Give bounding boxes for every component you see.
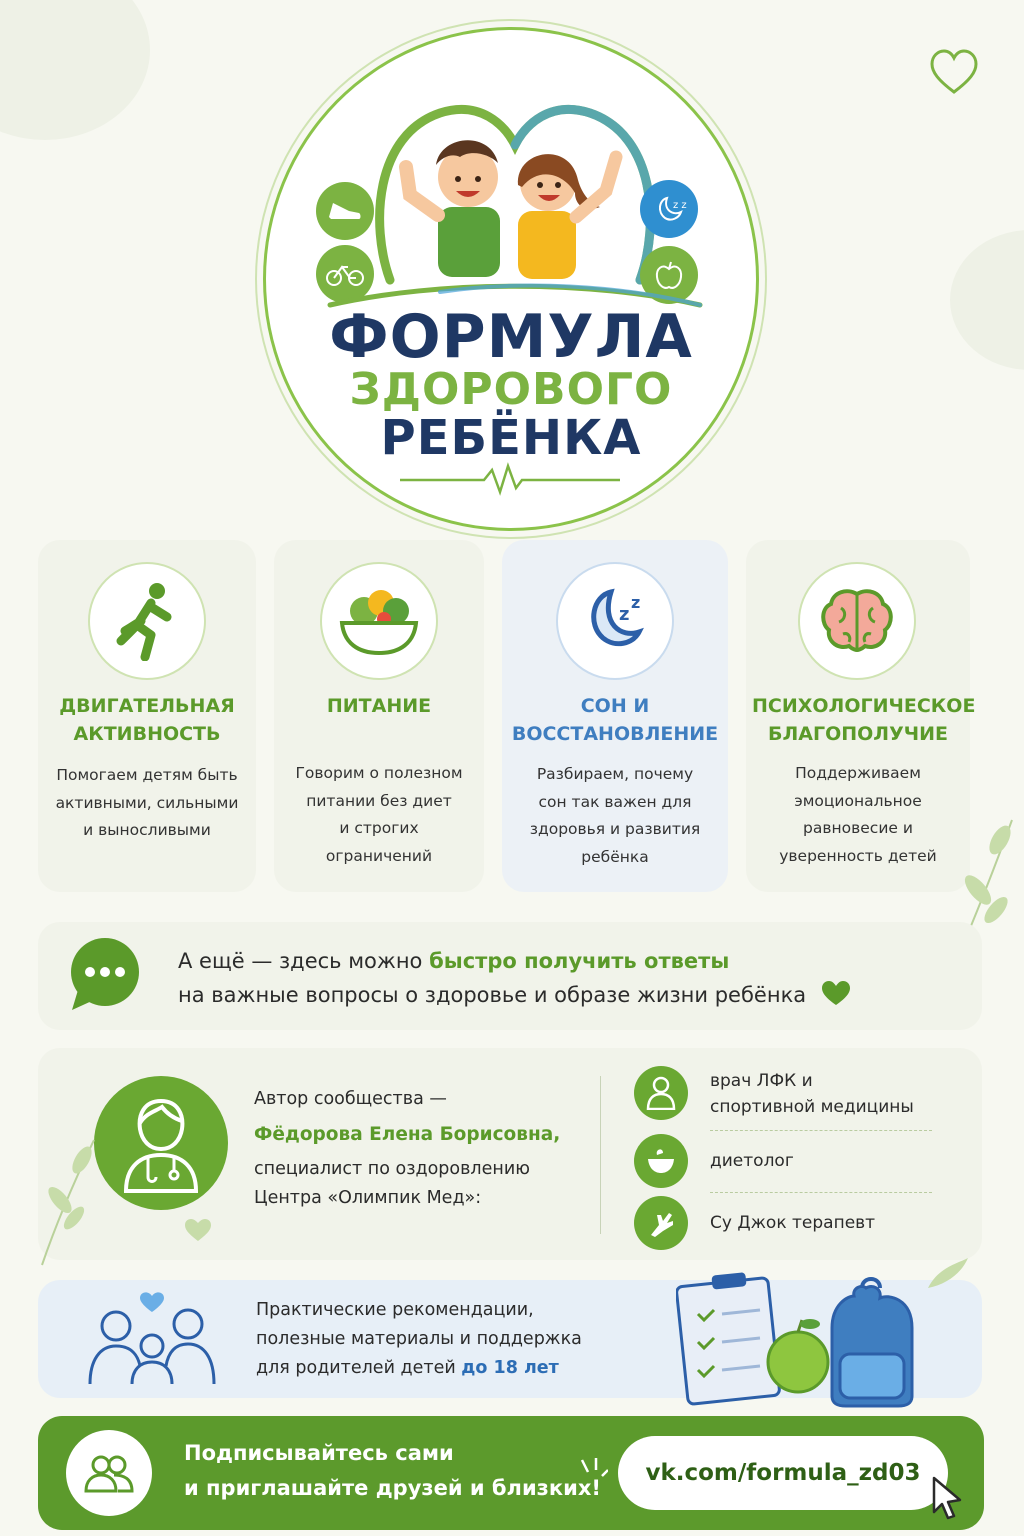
vk-link-button[interactable]: vk.com/formula_zd03: [618, 1436, 948, 1510]
leaf-branch-decoration: [34, 1130, 104, 1270]
dashed-divider: [710, 1130, 932, 1131]
users-icon: [66, 1430, 152, 1516]
sparkle-icon: [578, 1456, 608, 1496]
author-name: Фёдорова Елена Борисовна,: [254, 1124, 561, 1145]
banner-text: А ещё — здесь можно быстро получить ответы на важные вопросы о здоровье и образе жизни ребёнка: [178, 944, 851, 1012]
chat-bubble-icon: [66, 936, 144, 1008]
salad-bowl-icon: [320, 562, 438, 680]
divider: [600, 1076, 601, 1234]
specialty-lfk: врач ЛФК и спортивной медицины: [710, 1071, 914, 1117]
dashed-divider: [710, 1192, 932, 1193]
card-description: Говорим о полезном питании без диет и строгих ограничений: [295, 764, 463, 865]
svg-text:z: z: [619, 604, 630, 625]
card-psychology: [746, 540, 976, 892]
kids-heart-illustration: [370, 95, 660, 295]
background-blob: [0, 0, 150, 140]
author-description: Автор сообщества — Фёдорова Елена Борисовна, специалист по оздоровлению Центра «Олимпик Мед»:: [254, 1089, 561, 1208]
subscribe-text: Подписывайтесь сами и приглашайте друзей и близких!: [184, 1441, 601, 1500]
card-title: ДВИГАТЕЛЬНАЯ АКТИВНОСТЬ: [59, 695, 235, 745]
doctor-icon: [634, 1066, 688, 1120]
brain-icon: [798, 562, 916, 680]
card-description: Разбираем, почему сон так важен для здоровья и развития ребёнка: [529, 765, 701, 866]
moon-sleep-icon: [640, 180, 698, 238]
bowl-icon: [634, 1134, 688, 1188]
author-section: [38, 1048, 982, 1260]
background-blob: [950, 230, 1024, 370]
title-line-3: РЕБЁНКА: [380, 410, 642, 466]
title-line-2: ЗДОРОВОГО: [349, 364, 673, 415]
card-activity: [38, 540, 256, 892]
doctor-avatar-icon: [94, 1076, 228, 1210]
card-title: СОН И ВОССТАНОВЛЕНИЕ: [511, 695, 719, 745]
running-person-icon: [88, 562, 206, 680]
subscribe-footer: [38, 1416, 984, 1530]
svg-text:z: z: [631, 593, 641, 612]
moon-zz-icon: [556, 562, 674, 680]
card-description: Поддерживаем эмоциональное равновесие и уверенность детей: [779, 764, 937, 865]
cursor-icon: [930, 1476, 966, 1520]
parents-description: Практические рекомендации, полезные материалы и поддержка для родителей детей до 18 лет: [256, 1300, 582, 1378]
svg-text:z z: z z: [673, 200, 687, 211]
heart-icon: [821, 980, 851, 1006]
small-heart-icon: [184, 1218, 212, 1242]
card-title: ПСИХОЛОГИЧЕСКОЕ БЛАГОПОЛУЧИЕ: [752, 695, 976, 745]
hand-therapy-icon: [634, 1196, 688, 1250]
specialty-dietologist: диетолог: [710, 1151, 794, 1171]
answers-banner: [38, 922, 982, 1030]
clipboard-apple-backpack-illustration: [676, 1258, 976, 1408]
card-description: Помогаем детям быть активными, сильными и выносливыми: [55, 766, 239, 839]
heartbeat-line-icon: [400, 462, 620, 498]
card-sleep: [502, 540, 728, 892]
title-line-1: ФОРМУЛА: [329, 302, 693, 372]
sneaker-icon: [316, 182, 374, 240]
family-icon: [82, 1284, 222, 1392]
card-nutrition: [274, 540, 484, 892]
heart-outline-icon: [928, 46, 980, 98]
card-title: ПИТАНИЕ: [326, 695, 432, 717]
specialty-su-jok: Су Джок терапевт: [710, 1213, 876, 1233]
